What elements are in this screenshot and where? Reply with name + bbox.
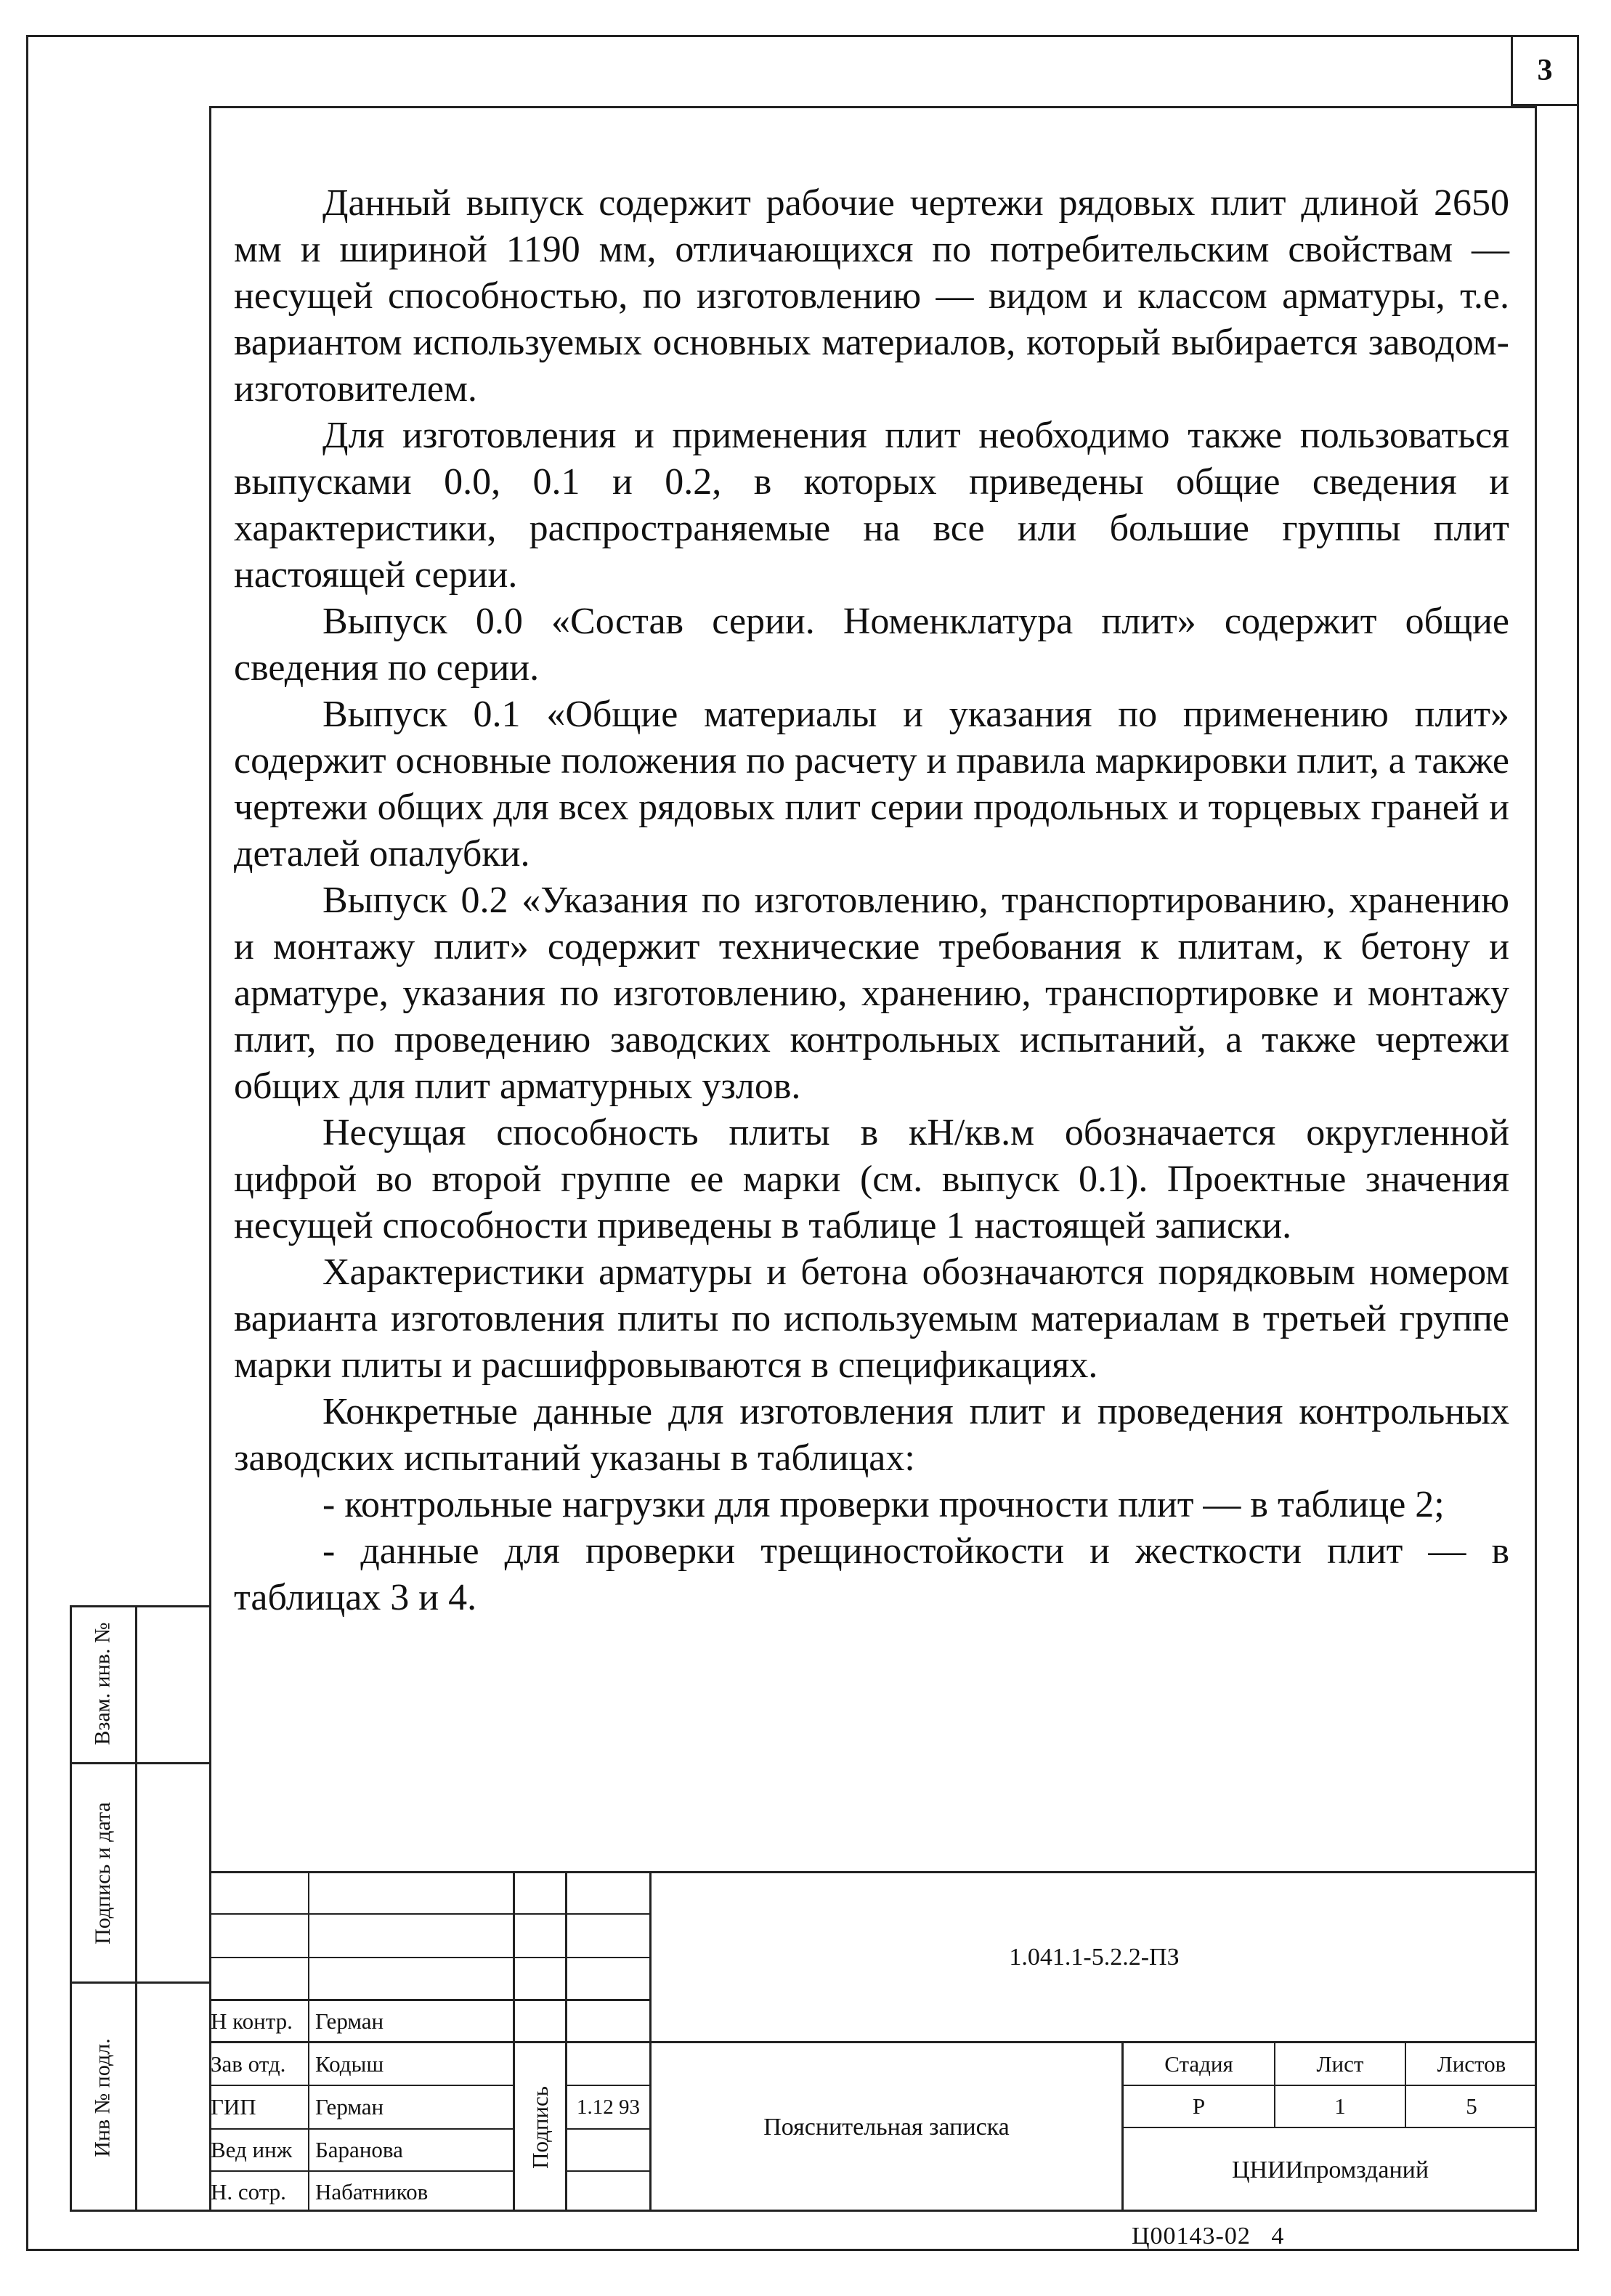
sheet-header: Лист: [1316, 2050, 1364, 2077]
paragraph-4: Выпуск 0.1 «Общие материалы и указания по применению плит» содержит основные положения по расчету и правила маркировки плит, а также чертежи общих для всех рядовых плит серии продольных и торцевых граней и деталей опалубки.: [234, 694, 1509, 875]
paragraph-10: - данные для проверки трещиностойкости и жесткости плит — в таблицах 3 и 4.: [234, 1530, 1509, 1618]
paragraph-8: Конкретные данные для изготовления плит и проведения контрольных заводских испытаний указаны в таблицах:: [234, 1391, 1509, 1479]
podpis-data-label: Подпись и дата: [91, 1801, 115, 1944]
organization: ЦНИИпромзданий: [1231, 2156, 1429, 2183]
date-cell: 1.12 93: [577, 2095, 640, 2119]
role-cell: Вед инж: [211, 2137, 293, 2162]
signature-header: Подпись: [527, 2086, 553, 2169]
vzam-inv-label: Взам. инв. №: [91, 1622, 115, 1745]
document-body: [234, 180, 1509, 1621]
paragraph-3: Выпуск 0.0 «Состав серии. Номенклатура плит» содержит общие сведения по серии.: [234, 601, 1509, 689]
role-cell: ГИП: [211, 2094, 256, 2119]
inv-podl-label: Инв № подл.: [91, 2038, 115, 2157]
name-cell: Герман: [315, 2094, 384, 2119]
sheets-value: 5: [1466, 2093, 1477, 2119]
footer-code: Ц00143-02 4: [1132, 2223, 1285, 2250]
paragraph-5: Выпуск 0.2 «Указания по изготовлению, транспортированию, хранению и монтажу плит» содержит технические требования к плитам, к бетону и арматуре, указания по изготовлению, хранению, транспортировке и монтажу плит, по проведению заводских контрольных испытаний, а также чертежи общих для плит арматурных узлов.: [234, 880, 1509, 1107]
name-cell: Баранова: [315, 2137, 403, 2162]
title-block: [209, 1871, 1537, 2212]
document-designation: 1.041.1-5.2.2-ПЗ: [1009, 1943, 1180, 1971]
page-number: 3: [1511, 35, 1579, 106]
stage-header: Стадия: [1164, 2050, 1233, 2077]
sheet-value: 1: [1334, 2093, 1346, 2119]
paragraph-9: - контрольные нагрузки для проверки прочности плит — в таблице 2;: [322, 1484, 1445, 1525]
role-cell: Н контр.: [211, 2008, 293, 2034]
role-cell: Зав отд.: [211, 2050, 286, 2077]
role-cell: Н. сотр.: [211, 2178, 286, 2204]
name-cell: Герман: [315, 2008, 384, 2034]
paragraph-2: Для изготовления и применения плит необходимо также пользоваться выпусками 0.0, 0.1 и 0.2, в которых приведены общие сведения и характеристики, распространяемые на все или большие группы плит настоящей серии.: [234, 415, 1509, 596]
document-name: Пояснительная записка: [763, 2114, 1010, 2141]
paragraph-6: Несущая способность плиты в кН/кв.м обозначается округленной цифрой во второй группе ее марки (см. выпуск 0.1). Проектные значения несущей способности приведены в таблице 1 настоящей записки.: [234, 1112, 1509, 1246]
stage-value: Р: [1192, 2093, 1206, 2119]
paragraph-7: Характеристики арматуры и бетона обозначаются порядковым номером варианта изготовления плиты по используемым материалам в третьей группе марки плиты и расшифровываются в спецификациях.: [234, 1252, 1509, 1386]
name-cell: Набатников: [315, 2178, 429, 2204]
paragraph-1: Данный выпуск содержит рабочие чертежи рядовых плит длиной 2650 мм и шириной 1190 мм, отличающихся по потребительским свойствам — несущей способностью, по изготовлению — видом и классом арматуры, т.е. вариантом используемых основных материалов, который выбирается заводом-изготовителем.: [234, 182, 1509, 410]
sheets-header: Листов: [1437, 2050, 1506, 2077]
name-cell: Кодыш: [315, 2050, 384, 2077]
